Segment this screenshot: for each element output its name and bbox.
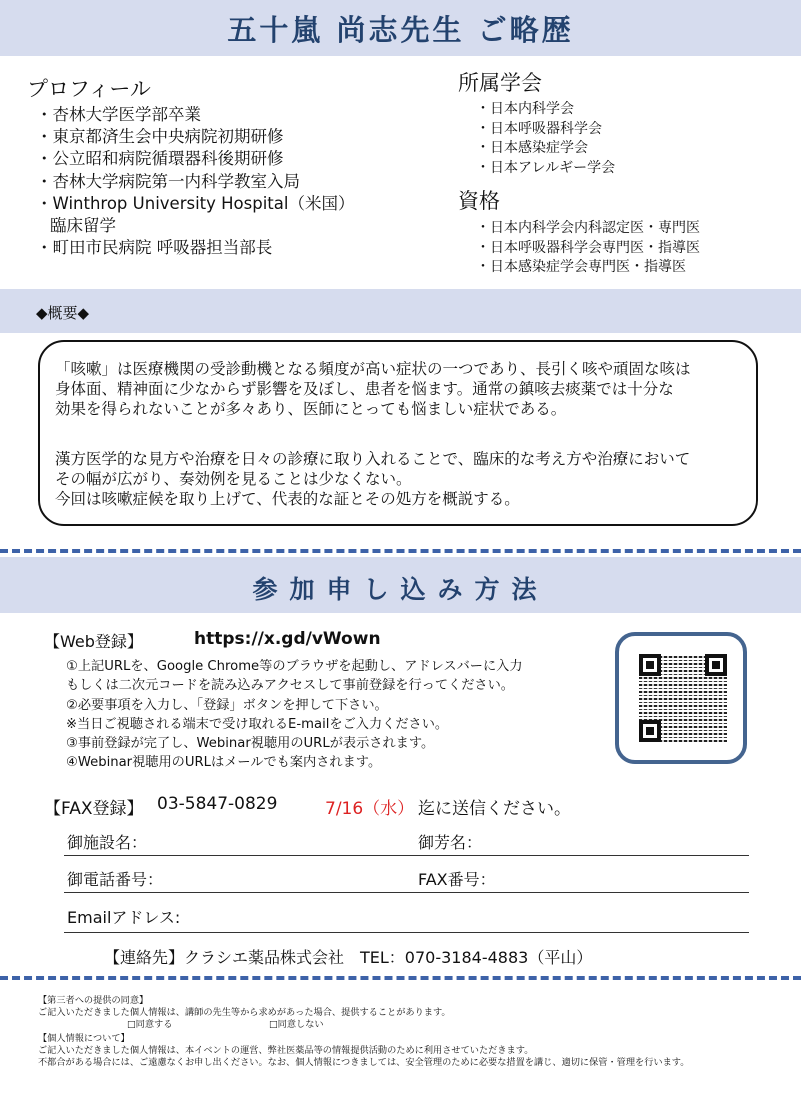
overview-label: ◆概要◆ — [36, 304, 90, 322]
web-registration-label: 【Web登録】 — [44, 632, 143, 651]
overview-band — [0, 289, 801, 333]
email-field[interactable]: Emailアドレス: — [67, 908, 181, 927]
registration-steps — [66, 657, 523, 773]
dashed-divider — [0, 976, 801, 980]
phone-number-field[interactable]: 御電話番号： — [67, 870, 164, 889]
qualification-item: ・日本内科学会内科認定医・専門医 — [476, 220, 700, 236]
step-item: ①上記URLを、Google Chrome等のブラウザを起動し、アドレスバーに入力 — [66, 659, 523, 674]
societies-heading: 所属学会 — [458, 71, 542, 95]
profile-list — [36, 104, 354, 259]
fax-deadline-text: 迄に送信ください。 — [418, 799, 571, 819]
society-item: ・日本内科学会 — [476, 101, 574, 117]
step-item: ④Webinar視聴用のURLはメールでも案内されます。 — [66, 755, 382, 771]
consent-heading: 【第三者への提供の同意】 — [38, 995, 149, 1006]
overview-line: 今回は咳嗽症候を取り上げて、代表的な証とその処方を概説する。 — [55, 490, 520, 508]
profile-heading: プロフィール — [27, 77, 151, 101]
qualification-item: ・日本感染症学会専門医・指導医 — [476, 259, 686, 275]
fax-registration-label: 【FAX登録】 — [44, 799, 144, 819]
fax-number: 03-5847-0829 — [157, 794, 278, 814]
facility-name-field[interactable]: 御施設名： — [67, 833, 148, 852]
privacy-text: 不都合がある場合には、ご遠慮なくお申し出ください。なお、個人情報につきましては、安全管理のために必要な措置を講じ、適切に保管・管理を行います。 — [38, 1057, 690, 1068]
agree-checkbox[interactable]: □同意する — [127, 1019, 173, 1030]
step-item: ③事前登録が完了し、Webinar視聴用のURLが表示されます。 — [66, 736, 435, 752]
field-underline — [64, 892, 749, 893]
dashed-divider — [0, 549, 801, 553]
contact-info: 【連絡先】クラシエ薬品株式会社 TEL：070-3184-4883（平山） — [104, 948, 593, 967]
step-item: ②必要事項を入力し、「登録」ボタンを押して下さい。 — [66, 697, 388, 713]
apply-title: 参加申し込み方法 — [252, 575, 549, 604]
consent-text: ご記入いただきました個人情報は、講師の先生等から求めがあった場合、提供することがあります。 — [38, 1007, 451, 1018]
society-item: ・日本呼吸器科学会 — [476, 120, 602, 137]
overview-paragraph-2 — [55, 449, 690, 509]
overview-line: 身体面、精神面に少なからず影響を及ぼし、患者を悩ます。通常の鎮咳去痰薬では十分な — [55, 380, 674, 398]
profile-item: 臨床留学 — [50, 216, 116, 236]
qr-finder-mark — [639, 720, 661, 742]
qualifications-list — [476, 219, 700, 278]
field-underline — [64, 932, 749, 933]
qr-code-icon[interactable] — [639, 654, 727, 742]
overview-line: 効果を得られないことが多々あり、医師にとっても悩ましい症状である。 — [55, 400, 567, 418]
fax-number-field[interactable]: FAX番号： — [418, 870, 496, 889]
privacy-heading: 【個人情報について】 — [38, 1033, 130, 1044]
step-item: もしくは二次元コードを読み込みアクセスして事前登録を行ってください。 — [66, 678, 514, 694]
profile-item: ・Winthrop University Hospital（米国） — [36, 193, 355, 213]
page-title: 五十嵐 尚志先生 ご略歴 — [227, 13, 574, 47]
person-name-field[interactable]: 御芳名： — [418, 833, 483, 852]
qr-finder-mark — [705, 654, 727, 676]
profile-item: ・公立昭和病院循環器科後期研修 — [36, 149, 284, 169]
profile-item: ・杏林大学医学部卒業 — [36, 105, 201, 124]
profile-item: ・東京都済生会中央病院初期研修 — [36, 127, 284, 147]
disagree-checkbox[interactable]: □同意しない — [269, 1019, 324, 1030]
qualification-item: ・日本呼吸器科学会専門医・指導医 — [476, 239, 700, 256]
society-item: ・日本感染症学会 — [476, 140, 588, 156]
privacy-text: ご記入いただきました個人情報は、本イベントの運営、弊社医薬品等の情報提供活動のために利用させていただきます。 — [38, 1045, 534, 1056]
field-underline — [64, 855, 749, 856]
societies-list — [476, 100, 615, 178]
overview-line: 「咳嗽」は医療機関の受診動機となる頻度が高い症状の一つであり、長引く咳や頑固な咳は — [55, 360, 691, 378]
overview-paragraph-1 — [55, 359, 691, 419]
fax-deadline: 7/16（水） — [325, 799, 415, 819]
step-item: ※当日ご視聴される端末で受け取れるE-mailをご入力ください。 — [66, 716, 449, 732]
profile-item: ・杏林大学病院第一内科学教室入局 — [36, 171, 300, 191]
qr-finder-mark — [639, 654, 661, 676]
profile-item: ・町田市民病院 呼吸器担当部長 — [36, 238, 273, 258]
society-item: ・日本アレルギー学会 — [476, 159, 616, 176]
qr-code-frame[interactable] — [615, 632, 747, 764]
registration-url-link[interactable]: https://x.gd/vWown — [194, 629, 381, 649]
overview-line: 漢方医学的な見方や治療を日々の診療に取り入れることで、臨床的な考え方や治療において — [55, 450, 691, 468]
overview-line: その幅が広がり、奏効例を見ることは少なくない。 — [55, 470, 412, 488]
qualifications-heading: 資格 — [458, 189, 500, 213]
